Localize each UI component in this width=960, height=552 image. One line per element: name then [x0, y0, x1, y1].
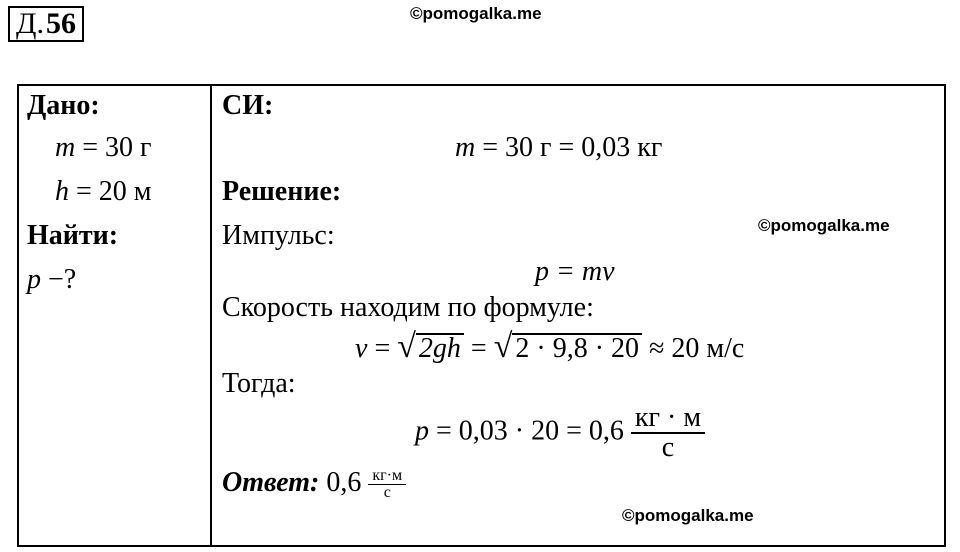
final-unit-fraction: $\frac{кг \cdot м}{с}$ [631, 404, 705, 462]
problem-number: 56 [45, 7, 76, 40]
answer-value: 0,6 [326, 466, 362, 498]
given-height: h = 20 м [55, 176, 152, 207]
then-label: Тогда: [222, 368, 296, 399]
column-divider [210, 86, 212, 545]
solution-heading: Решение: [222, 176, 342, 207]
speed-text: Скорость находим по формуле: [222, 292, 594, 323]
impulse-formula: p = mv [535, 256, 615, 287]
find-quantity: p −? [27, 264, 77, 295]
solution-table [17, 84, 946, 547]
impulse-label: Импульс: [222, 220, 335, 251]
problem-number-box [8, 6, 84, 42]
watermark-bottom: ©pomogalka.me [622, 506, 754, 525]
answer-unit-fraction: $\frac{кг\cdot м}{с}$ [368, 468, 406, 501]
final-formula: p = 0,03 · 20 = 0,6 $\frac{кг \cdot м}{с}$ [415, 404, 705, 462]
find-heading: Найти: [27, 220, 119, 251]
given-mass: m = 30 г [55, 132, 152, 163]
watermark-middle: ©pomogalka.me [758, 216, 890, 235]
problem-prefix: Д. [16, 7, 44, 40]
speed-formula: v = √ 2gh = √ 2 · 9,8 · 20 ≈ 20 м/с [355, 328, 745, 365]
si-heading: СИ: [222, 90, 274, 121]
answer-line [222, 468, 406, 501]
si-conversion: m = 30 г = 0,03 кг [455, 132, 663, 163]
given-heading: Дано: [27, 90, 100, 121]
sqrt-numeric: 2 · 9,8 · 20 [512, 333, 642, 363]
watermark-top: ©pomogalka.me [410, 4, 542, 23]
sqrt-2gh: 2gh [416, 333, 464, 363]
answer-label: Ответ: [222, 466, 320, 498]
